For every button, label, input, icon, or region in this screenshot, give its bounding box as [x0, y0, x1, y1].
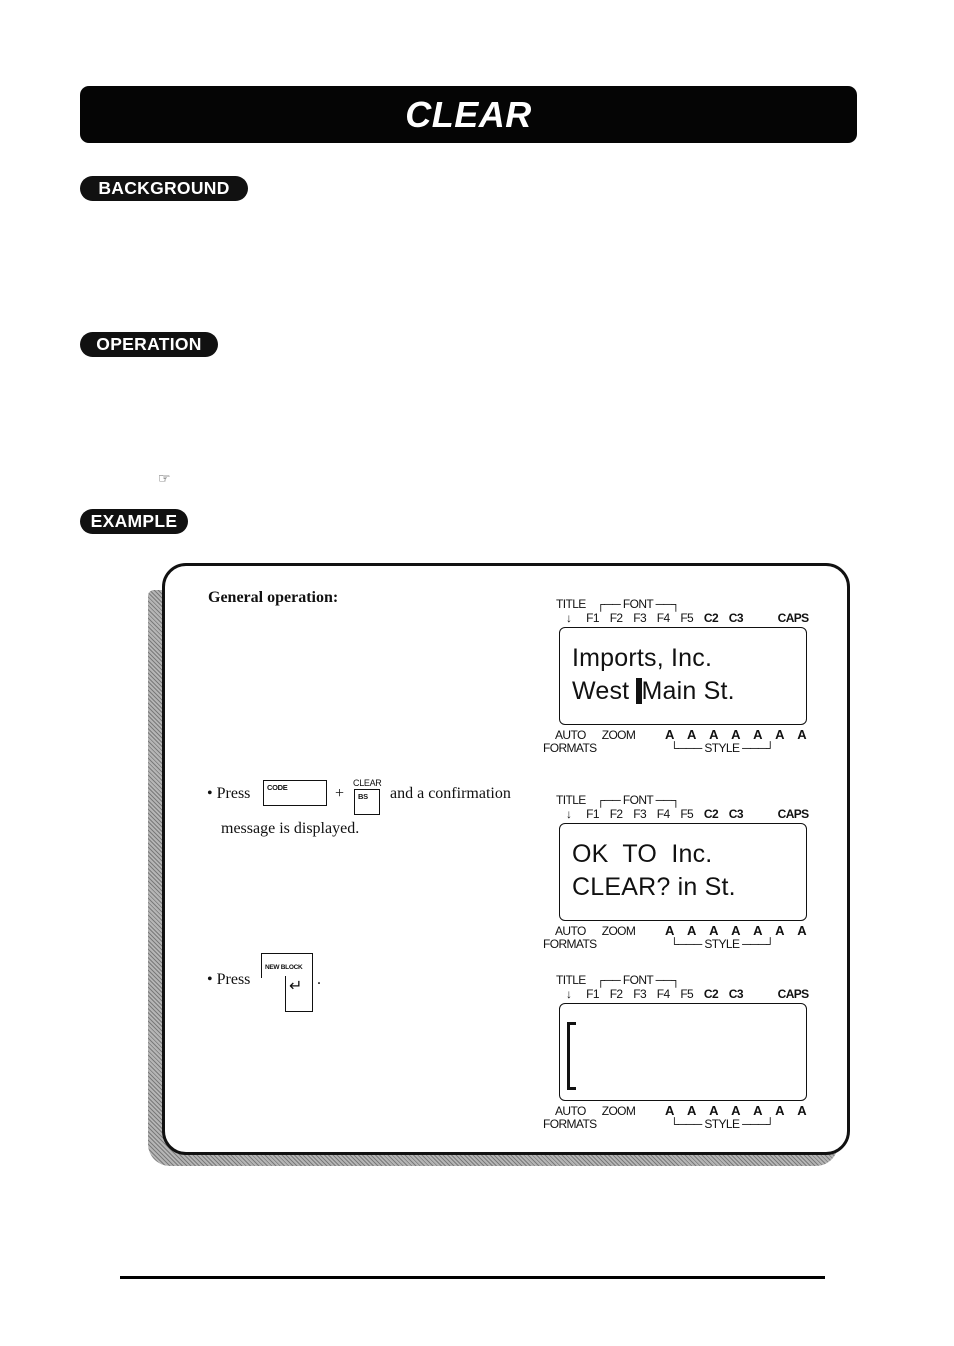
lcd1-style-glyphs: A A A A A A A	[665, 727, 812, 742]
lcd3-indicator-row: TITLE ┌── FONT ──┐	[556, 973, 680, 987]
lcd3-style-label-row: └─── STYLE ───┘	[670, 1117, 774, 1131]
example-heading: General operation:	[208, 589, 339, 606]
lcd1-line1: Imports, Inc.	[572, 644, 713, 672]
lcd2-style-glyphs: A A A A A A A	[665, 923, 812, 938]
lcd2-bottom-row: AUTO ZOOM	[555, 924, 636, 938]
lcd2-formats-label: FORMATS	[543, 937, 597, 951]
lcd2-indicator-row: TITLE ┌── FONT ──┐	[556, 793, 680, 807]
lcd2-line2: CLEAR? in St.	[572, 873, 736, 901]
lcd2-font-keys: ↓ F1 F2 F3 F4 F5 C2 C3 CAPS	[566, 807, 809, 821]
lcd-screen-3	[559, 1003, 807, 1101]
bullet: •	[207, 785, 213, 802]
plus-sign: +	[335, 785, 345, 802]
lcd3-font-keys: ↓ F1 F2 F3 F4 F5 C2 C3 CAPS	[566, 987, 809, 1001]
lcd1-line2: West Main St.	[572, 677, 735, 705]
section-example-badge: EXAMPLE	[80, 509, 188, 534]
lcd2-style-label-row: └─── STYLE ───┘	[670, 937, 774, 951]
lcd1-font-keys: ↓ F1 F2 F3 F4 F5 C2 C3 CAPS	[566, 611, 809, 625]
new-block-key-lower	[285, 976, 313, 1012]
step1-line	[207, 785, 250, 803]
section-operation-badge: OPERATION	[80, 332, 218, 357]
bs-key	[354, 789, 380, 815]
lcd-screen-2	[559, 823, 807, 921]
code-key	[263, 780, 327, 806]
caps-indicator: CAPS	[777, 611, 809, 625]
lcd1-bottom-row: AUTO ZOOM	[555, 728, 636, 742]
lcd3-style-glyphs: A A A A A A A	[665, 1103, 812, 1118]
enter-arrow-icon: ↵	[289, 978, 303, 995]
section-background-badge: BACKGROUND	[80, 176, 248, 201]
footer-rule	[120, 1276, 825, 1279]
lcd-font-label: FONT	[622, 597, 653, 611]
step1-press-text: Press	[216, 785, 251, 802]
lcd3-bottom-row: AUTO ZOOM	[555, 1104, 636, 1118]
bs-key-label: BS	[358, 792, 368, 801]
page-title-bar	[80, 86, 857, 143]
lcd-screen-1	[559, 627, 807, 725]
bullet: •	[207, 971, 213, 988]
clear-key-caption: CLEAR	[353, 778, 382, 788]
step2-line	[207, 971, 250, 989]
new-block-key	[261, 953, 313, 978]
empty-text-cursor	[567, 1022, 576, 1090]
step1-text: and a confirmation	[390, 785, 511, 802]
step1-text-continued: message is displayed.	[221, 820, 360, 837]
lcd-title-label: TITLE	[556, 597, 586, 611]
lcd2-line1: OK TO Inc.	[572, 840, 713, 868]
page-title: CLEAR	[405, 93, 532, 135]
code-key-label: CODE	[267, 783, 288, 792]
new-block-key-label: NEW BLOCK	[265, 964, 303, 971]
lcd3-formats-label: FORMATS	[543, 1117, 597, 1131]
lcd1-formats-label: FORMATS	[543, 741, 597, 755]
step2-period: .	[317, 971, 321, 988]
lcd1-style-label-row: └─── STYLE ───┘	[670, 741, 774, 755]
step2-press-text: Press	[216, 971, 251, 988]
pointing-hand-icon: ☞	[158, 470, 171, 486]
lcd1-indicator-row: TITLE ┌── FONT ──┐	[556, 597, 680, 611]
